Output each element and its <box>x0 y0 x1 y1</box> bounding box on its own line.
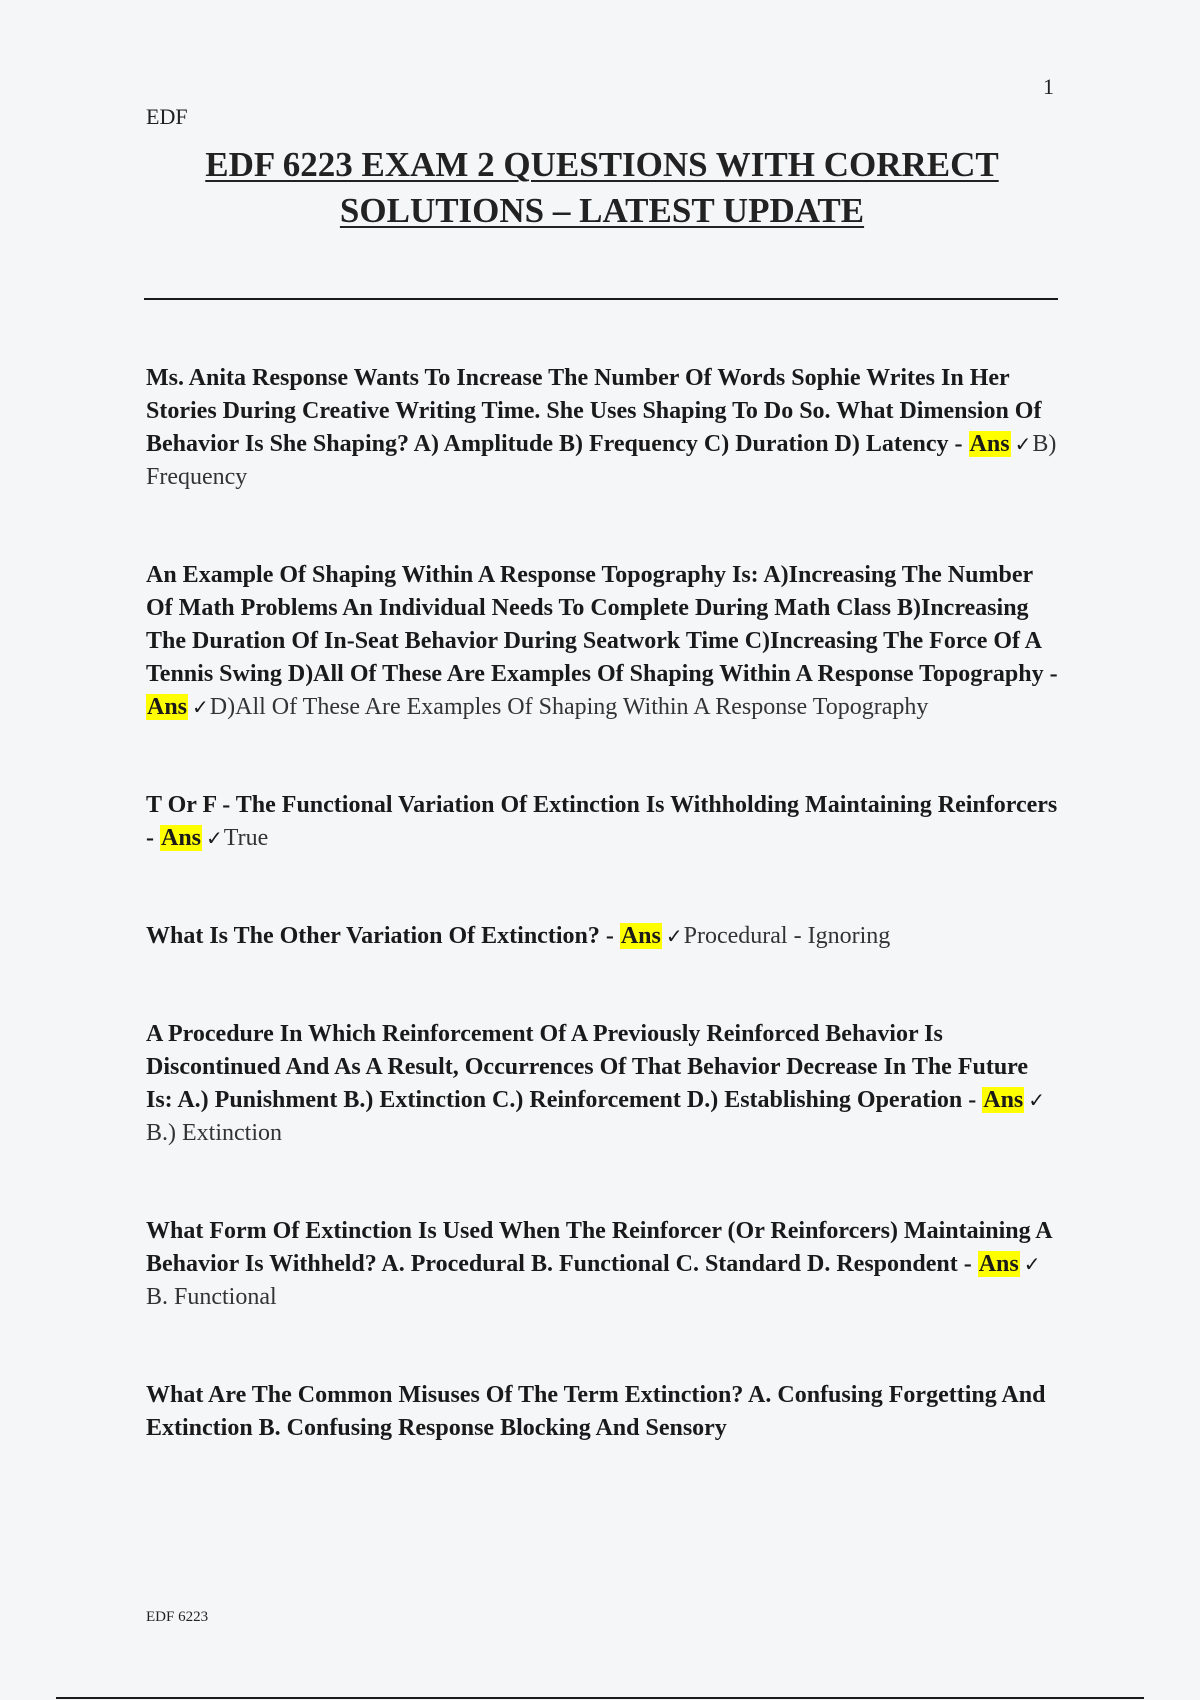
qa-item <box>146 1215 1058 1314</box>
answer-text: True <box>223 825 269 851</box>
qa-list <box>146 362 1058 1510</box>
bottom-rule <box>56 1697 1144 1699</box>
separator: - <box>948 431 969 457</box>
question-text: An Example Of Shaping Within A Response Topography Is: A)Increasing The Number Of Math Problems An Individual Needs To Complete During Math Class B)Increasing The Duration Of In-Seat Behavior During Seatwork Time C)Increasing The Force Of A Tennis Swing D)All Of These Are Examples Of Shaping Within A Response Topography <box>146 562 1044 687</box>
check-icon: ✓ <box>1014 432 1032 456</box>
page-number: 1 <box>1043 74 1054 99</box>
answer-text: B) Frequency <box>146 431 1057 490</box>
document-title: EDF 6223 EXAM 2 QUESTIONS WITH CORRECT SOLUTIONS – LATEST UPDATE <box>205 145 999 230</box>
question-text: What Is The Other Variation Of Extinction? <box>146 923 600 949</box>
qa-item <box>146 920 1058 953</box>
separator: - <box>146 825 160 851</box>
ans-badge: Ans <box>983 1087 1024 1113</box>
check-icon: ✓ <box>1028 1088 1046 1112</box>
separator: - <box>599 923 620 949</box>
qa-item <box>146 789 1058 855</box>
separator: - <box>957 1251 978 1277</box>
check-icon: ✓ <box>665 924 683 948</box>
separator: - <box>962 1087 983 1113</box>
question-text: T Or F - The Functional Variation Of Extinction Is Withholding Maintaining Reinforcers <box>146 792 1058 818</box>
question-text: What Are The Common Misuses Of The Term Extinction? A. Confusing Forgetting And Extinction B. Confusing Response Blocking And Sensory <box>146 1382 1046 1441</box>
ans-badge: Ans <box>161 825 202 851</box>
footer-label: EDF 6223 <box>146 1609 209 1625</box>
ans-badge: Ans <box>969 431 1010 457</box>
ans-badge: Ans <box>147 694 188 720</box>
header-label: EDF <box>146 104 188 129</box>
title-divider <box>144 298 1058 300</box>
question-text: What Form Of Extinction Is Used When The Reinforcer (Or Reinforcers) Maintaining A Behavior Is Withheld? A. Procedural B. Functional C. Standard D. Respondent <box>146 1218 1052 1277</box>
answer-text: Procedural - Ignoring <box>683 923 891 949</box>
answer-text: B.) Extinction <box>146 1120 282 1146</box>
ans-badge: Ans <box>978 1251 1019 1277</box>
ans-badge: Ans <box>620 923 661 949</box>
qa-item <box>146 559 1058 724</box>
qa-item <box>146 1379 1058 1445</box>
check-icon: ✓ <box>206 826 223 850</box>
qa-item <box>146 362 1058 494</box>
answer-text: B. Functional <box>146 1284 277 1310</box>
check-icon: ✓ <box>192 695 209 719</box>
answer-text: D)All Of These Are Examples Of Shaping Within A Response Topography <box>209 694 929 720</box>
check-icon: ✓ <box>1023 1252 1041 1276</box>
qa-item <box>146 1018 1058 1150</box>
question-text: Ms. Anita Response Wants To Increase The Number Of Words Sophie Writes In Her Stories During Creative Writing Time. She Uses Shaping To Do So. What Dimension Of Behavior Is She Shaping? A) Amplitude B) Frequency C) Duration D) Latency <box>146 365 1042 457</box>
separator: - <box>1043 661 1058 687</box>
question-text: A Procedure In Which Reinforcement Of A Previously Reinforced Behavior Is Discontinued And As A Result, Occurrences Of That Behavior Decrease In The Future Is: A.) Punishment B.) Extinction C.) Reinforcement D.) Establishing Operation <box>146 1021 1029 1113</box>
